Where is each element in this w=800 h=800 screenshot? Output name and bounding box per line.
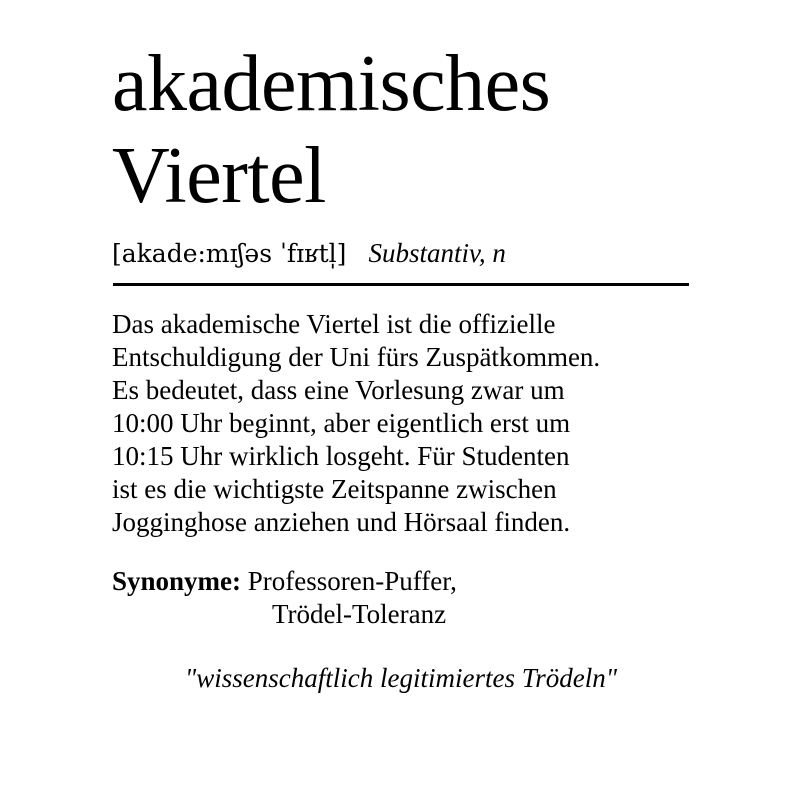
tagline-quote: "wissenschaftlich legitimiertes Trödeln"	[184, 663, 618, 693]
part-of-speech: Substantiv, n	[368, 238, 506, 268]
card-content	[112, 0, 690, 695]
definition-line: Jogginghose anziehen und Hörsaal finden.	[112, 507, 571, 537]
definition-line: Entschuldigung der Uni fürs Zuspätkommen.	[112, 342, 601, 372]
synonyms-section	[112, 565, 690, 631]
headword-line-1: akademisches	[112, 40, 551, 128]
definition-line: 10:00 Uhr beginnt, aber eigentlich erst um	[112, 408, 571, 438]
synonym-item: Professoren-Puffer,	[247, 566, 457, 596]
page-title	[112, 0, 690, 222]
ipa-transcription: [akade:mɪʃəs ˈfɪʁtl̩]	[112, 239, 347, 268]
definition-line: ist es die wichtigste Zeitspanne zwischen	[112, 474, 557, 504]
definition-text	[112, 294, 690, 539]
definition-line: Das akademische Viertel ist die offizielle	[112, 309, 556, 339]
definition-line: 10:15 Uhr wirklich losgeht. Für Studenten	[112, 441, 570, 471]
headword-line-2: Viertel	[112, 132, 326, 220]
synonym-item: Trödel-Toleranz	[272, 599, 447, 629]
pronunciation-row	[112, 236, 690, 271]
horizontal-divider	[113, 283, 689, 286]
synonyms-label: Synonyme:	[112, 566, 242, 596]
definition-line: Es bedeutet, dass eine Vorlesung zwar um	[112, 375, 565, 405]
